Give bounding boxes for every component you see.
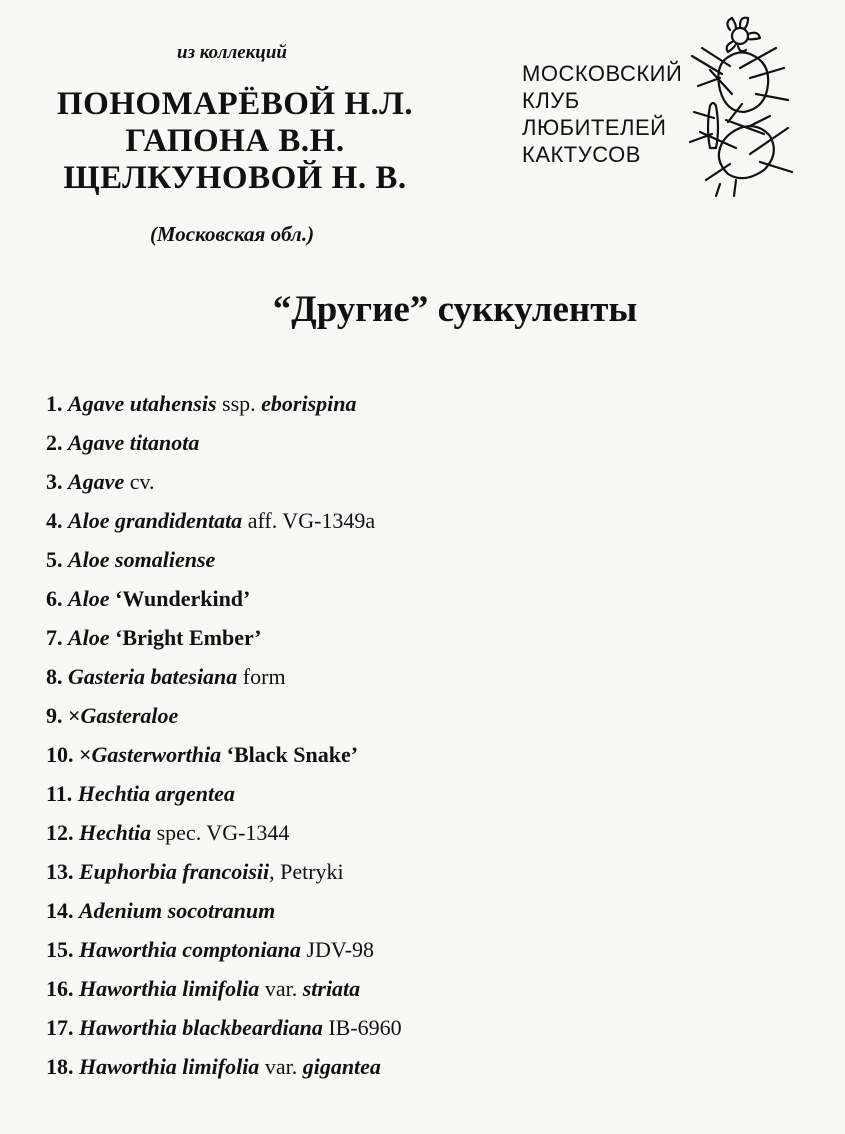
plant-name-part: Hechtia argentea	[77, 781, 235, 806]
club-name-line: КЛУБ	[522, 88, 580, 113]
plant-name-part: striata	[302, 976, 361, 1001]
plant-list-item	[46, 813, 786, 852]
plant-list-item	[46, 969, 786, 1008]
plant-number: 17.	[46, 1015, 79, 1040]
plant-name-part: IB-6960	[322, 1015, 402, 1040]
plant-number: 6.	[46, 586, 68, 611]
plant-name-part: ×	[79, 742, 92, 767]
page-title: “Другие” суккуленты	[272, 289, 638, 330]
plant-name-part: Aloe	[68, 586, 110, 611]
plant-name-part: Gasteria batesiana	[68, 664, 238, 689]
club-name-line: ЛЮБИТЕЛЕЙ	[522, 115, 667, 140]
collection-subtitle: из коллекций	[177, 42, 287, 63]
plant-number: 5.	[46, 547, 68, 572]
plant-name-part: Gasteraloe	[80, 703, 179, 728]
plant-name-part: Aloe	[68, 625, 110, 650]
plant-list	[46, 384, 786, 1086]
plant-number: 9.	[46, 703, 68, 728]
plant-list-item	[46, 657, 786, 696]
owner-name: ГАПОНА В.Н.	[125, 123, 345, 159]
plant-name-part: spec. VG-1344	[151, 820, 290, 845]
plant-list-item	[46, 930, 786, 969]
plant-name-part: , Petryki	[269, 859, 344, 884]
plant-number: 4.	[46, 508, 68, 533]
plant-list-item	[46, 462, 786, 501]
plant-name-part: Aloe grandidentata	[68, 508, 243, 533]
plant-name-part: Haworthia comptoniana	[79, 937, 301, 962]
plant-name-part: ‘Bright Ember’	[109, 625, 262, 650]
plant-name-part: Hechtia	[79, 820, 152, 845]
plant-name-part: gigantea	[302, 1054, 381, 1079]
plant-name-part: ‘Black Snake’	[221, 742, 359, 767]
plant-name-part: cv.	[124, 469, 155, 494]
plant-list-item	[46, 618, 786, 657]
plant-number: 10.	[46, 742, 79, 767]
plant-name-part: form	[237, 664, 286, 689]
plant-name-part: Haworthia limifolia	[79, 976, 260, 1001]
plant-name-part: Agave utahensis	[68, 391, 217, 416]
plant-name-part: Aloe somaliense	[68, 547, 216, 572]
plant-name-part: JDV-98	[300, 937, 375, 962]
plant-number: 3.	[46, 469, 68, 494]
plant-name-part: ‘Wunderkind’	[109, 586, 251, 611]
club-name-line: МОСКОВСКИЙ	[522, 61, 683, 86]
plant-number: 11.	[46, 781, 78, 806]
cactus-logo-icon	[680, 8, 800, 198]
plant-list-item	[46, 423, 786, 462]
plant-number: 16.	[46, 976, 79, 1001]
plant-list-item	[46, 384, 786, 423]
plant-list-item	[46, 501, 786, 540]
plant-number: 7.	[46, 625, 68, 650]
plant-name-part: eborispina	[261, 391, 357, 416]
plant-list-item	[46, 735, 786, 774]
plant-number: 13.	[46, 859, 79, 884]
plant-list-item	[46, 540, 786, 579]
club-name-line: КАКТУСОВ	[522, 142, 641, 167]
plant-number: 14.	[46, 898, 79, 923]
plant-list-item	[46, 1008, 786, 1047]
plant-name-part: Agave titanota	[68, 430, 200, 455]
owner-name: ПОНОМАРЁВОЙ Н.Л.	[56, 86, 414, 122]
plant-number: 8.	[46, 664, 68, 689]
plant-number: 15.	[46, 937, 79, 962]
plant-number: 18.	[46, 1054, 79, 1079]
plant-name-part: aff. VG-1349a	[242, 508, 376, 533]
plant-list-item	[46, 1047, 786, 1086]
plant-name-part: var.	[259, 976, 303, 1001]
plant-name-part: ssp.	[216, 391, 262, 416]
plant-name-part: var.	[259, 1054, 303, 1079]
plant-name-part: ×	[68, 703, 81, 728]
plant-list-item	[46, 579, 786, 618]
plant-list-item	[46, 891, 786, 930]
plant-name-part: Agave	[68, 469, 125, 494]
region-label: (Московская обл.)	[149, 222, 315, 246]
plant-name-part: Gasterworthia	[91, 742, 222, 767]
plant-list-item	[46, 852, 786, 891]
plant-number: 2.	[46, 430, 68, 455]
owner-name: ЩЕЛКУНОВОЙ Н. В.	[63, 160, 407, 196]
plant-name-part: Haworthia blackbeardiana	[79, 1015, 323, 1040]
plant-number: 1.	[46, 391, 68, 416]
plant-list-item	[46, 696, 786, 735]
plant-number: 12.	[46, 820, 79, 845]
plant-name-part: Euphorbia francoisii	[79, 859, 270, 884]
plant-name-part: Haworthia limifolia	[79, 1054, 260, 1079]
collection-owners	[40, 86, 430, 197]
plant-name-part: Adenium socotranum	[79, 898, 276, 923]
plant-list-item	[46, 774, 786, 813]
